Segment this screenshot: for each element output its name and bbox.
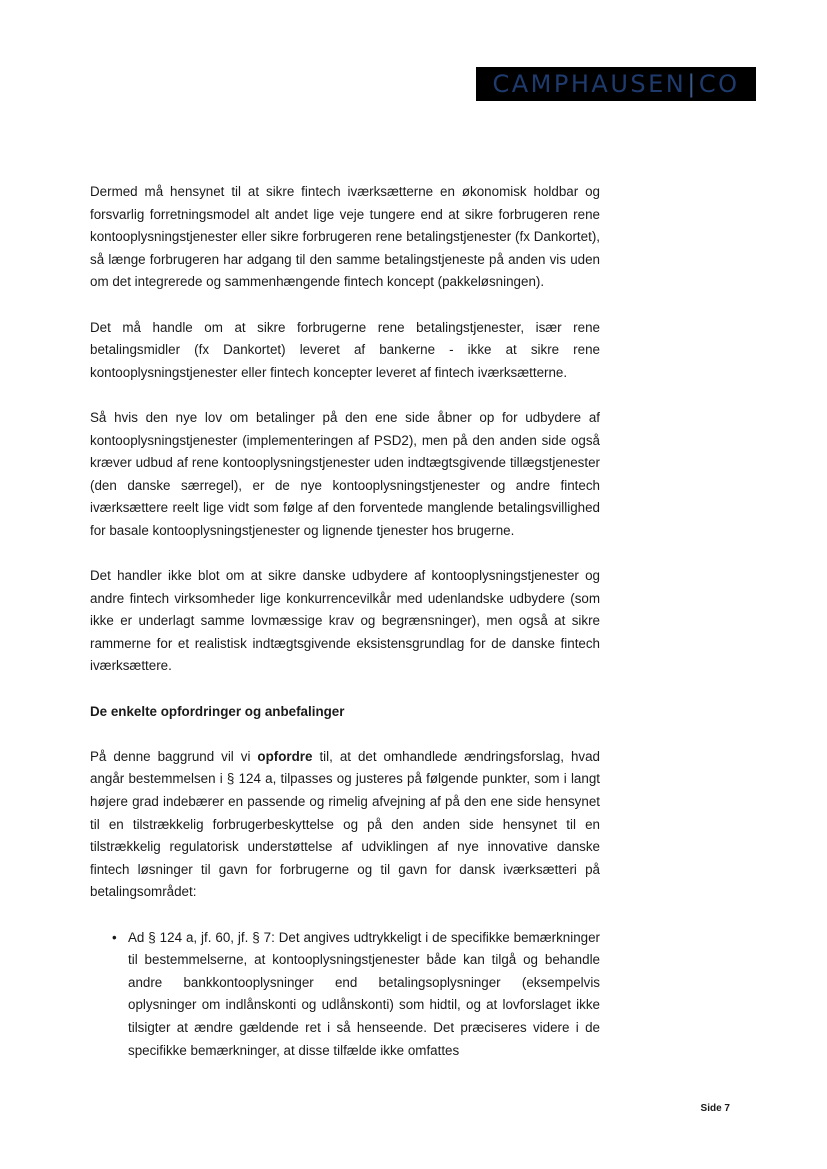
page-number: Side 7 <box>700 1103 730 1114</box>
paragraph-5-lead: På denne baggrund vil vi <box>90 748 258 764</box>
paragraph-4: Det handler ikke blot om at sikre danske udbydere af kontooplysningstjenester og andre fintech virksomheder lige konkurrencevilkår med udenlandske udbydere (som ikke er underlagt samme lovmæssige krav og begrænsninger), men også at sikre rammerne for et realistisk indtægtsgivende eksistensgrundlag for de danske fintech iværksættere. <box>90 568 600 674</box>
paragraph-5-rest: til, at det omhandlede ændringsforslag, hvad angår bestemmelsen i § 124 a, tilpasses og justeres på følgende punkter, som i langt højere grad indebærer en passende og rimelig afvejning af på den ene side hensynet til en tilstrækkelig forbrugerbeskyttelse og på den anden side hensynet til en tilstrækkelig regulatorisk understøttelse af udviklingen af nye innovative danske fintech løsninger til gavn for forbrugerne og til gavn for dansk iværksætteri på betalingsområdet: <box>90 748 600 900</box>
section-heading: De enkelte opfordringer og anbefalinger <box>90 703 345 719</box>
list-item-text: Ad § 124 a, jf. 60, jf. § 7: Det angives udtrykkeligt i de specifikke bemærkninger til bestemmelserne, at kontooplysningstjenester både kan tilgå og behandle andre bankkontooplysninger end betalingsoplysninger (eksempelvis oplysninger om indlånskonti og udlånskonti) som hidtil, og at lovforslaget ikke tilsigter at ændre gældende ret i så henseende. Det præciseres videre i de specifikke bemærkninger, at disse tilfælde ikke omfattes <box>128 929 600 1058</box>
paragraph-1: Dermed må hensynet til at sikre fintech iværksætterne en økonomisk holdbar og forsvarlig forretningsmodel alt andet lige veje tungere end at sikre forbrugeren rene kontooplysningstjenester eller sikre forbrugeren rene betalingstjenester (fx Dankortet), så længe forbrugeren har adgang til den samme betalingstjeneste på anden vis uden om det integrerede og sammenhængende fintech koncept (pakkeløsningen). <box>90 184 600 290</box>
logo-separator: | <box>687 70 698 98</box>
bullet-icon: • <box>112 929 117 945</box>
list-item <box>90 927 600 1063</box>
recommendation-list <box>90 927 600 1063</box>
paragraph-5 <box>90 746 600 904</box>
logo-suffix-text: CO <box>698 70 740 98</box>
paragraph-2: Det må handle om at sikre forbrugerne rene betalingstjenester, især rene betalingsmidler (fx Dankortet) leveret af bankerne - ikke at sikre rene kontooplysningstjenester eller fintech koncepter leveret af fintech iværksætterne. <box>90 319 600 380</box>
logo-main-text: CAMPHAUSEN <box>492 70 687 98</box>
company-logo <box>476 67 756 101</box>
paragraph-5-emphasis: opfordre <box>257 748 313 764</box>
document-body <box>90 181 600 1062</box>
paragraph-3: Så hvis den nye lov om betalinger på den ene side åbner op for udbydere af kontooplysningstjenester (implementeringen af PSD2), men på den anden side også kræver udbud af rene kontooplysningstjenester uden indtægtsgivende tillægstjenester (den danske særregel), er de nye kontooplysningstjenester og andre fintech iværksættere reelt lige vidt som følge af den forventede manglende betalingsvillighed for basale kontooplysningstjenester og lignende tjenester hos brugerne. <box>90 409 600 538</box>
